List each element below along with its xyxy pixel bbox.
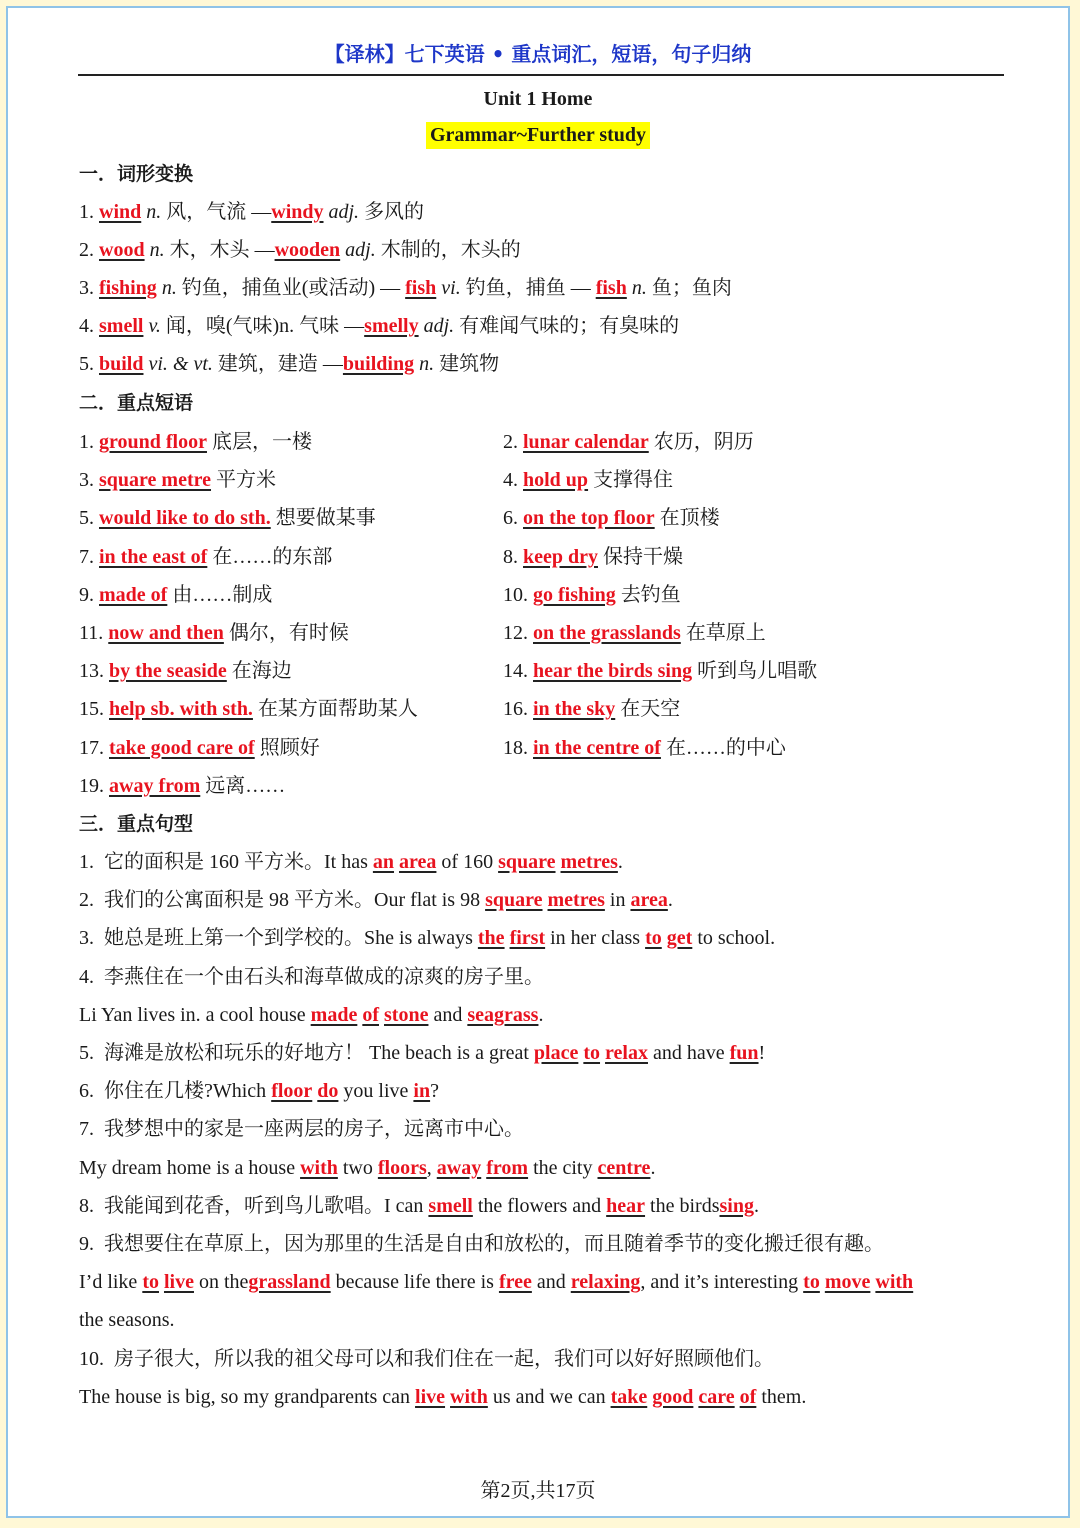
phrase-meaning: 在……的中心 bbox=[665, 737, 786, 759]
phrase-answer: hold up bbox=[523, 469, 589, 491]
word-item: 4. smell v. 闻，嗅(气味)n. 气味 —smelly adj. 有难闻气味的；有臭味的 bbox=[79, 315, 680, 337]
phrase-item: 6. on the top floor 在顶楼 bbox=[503, 507, 720, 529]
sentence-answer: to bbox=[583, 1042, 601, 1064]
sentence-answer: floors bbox=[377, 1157, 427, 1179]
phrase-answer: take good care of bbox=[109, 737, 255, 759]
sentence-answer: relaxing bbox=[570, 1271, 641, 1293]
word-answer: build bbox=[99, 353, 144, 375]
phrase-meaning: 想要做某事 bbox=[275, 507, 376, 529]
word-answer: building bbox=[342, 353, 415, 375]
phrase-item: 12. on the grasslands 在草原上 bbox=[503, 622, 766, 644]
sentence-answer: fun bbox=[729, 1042, 759, 1064]
phrase-item: 4. hold up 支撑得住 bbox=[503, 469, 674, 491]
sentence-line bbox=[79, 924, 775, 952]
sentence-answer: stone bbox=[384, 1004, 429, 1026]
sentence-text: two bbox=[337, 1157, 378, 1179]
header-text: 七下英语 • 重点词汇，短语，句子归纳 bbox=[404, 42, 752, 66]
sentence-answer: metres bbox=[547, 889, 605, 911]
phrase-item: 1. ground floor 底层，一楼 bbox=[79, 431, 312, 453]
sentence-text: 3. 她总是班上第一个到学校的。She is always bbox=[79, 927, 478, 949]
word-answer: fish bbox=[405, 277, 437, 299]
word-item: 2. wood n. 木，木头 —wooden adj. 木制的，木头的 bbox=[79, 239, 521, 261]
word-answer: wooden bbox=[274, 239, 341, 261]
phrase-item: 14. hear the birds sing 听到鸟儿唱歌 bbox=[503, 660, 818, 682]
phrase-item: 5. would like to do sth. 想要做某事 bbox=[79, 507, 376, 529]
sentence-answer: relax bbox=[605, 1042, 648, 1064]
sentence-answer: move bbox=[824, 1271, 871, 1293]
section-word-forms: 一．词形变换 bbox=[79, 163, 194, 185]
sentence-text: the flowers and bbox=[472, 1195, 607, 1217]
page-footer: 第2页,共17页 bbox=[480, 1480, 596, 1502]
sentence-text: of 160 bbox=[436, 851, 499, 873]
phrase-item: 13. by the seaside 在海边 bbox=[79, 660, 292, 682]
section-key-sentences: 三．重点句型 bbox=[79, 813, 194, 835]
unit-title: Unit 1 Home bbox=[483, 88, 593, 110]
sentence-line bbox=[79, 1345, 774, 1373]
sentence-text: 7. 我梦想中的家是一座两层的房子，远离市中心。 bbox=[79, 1118, 524, 1140]
sentence-text: 4. 李燕住在一个由石头和海草做成的凉爽的房子里。 bbox=[79, 966, 544, 988]
sentence-answer: the bbox=[477, 927, 505, 949]
sentence-answer: made bbox=[310, 1004, 358, 1026]
sentence-text: . bbox=[538, 1004, 544, 1026]
sentence-answer: from bbox=[486, 1157, 529, 1179]
lesson-subtitle: Grammar~Further study bbox=[426, 122, 650, 149]
phrase-answer: keep dry bbox=[523, 546, 598, 568]
phrase-item: 11. now and then 偶尔，有时候 bbox=[79, 622, 349, 644]
sentence-text: ! bbox=[758, 1042, 766, 1064]
sentence-answer: of bbox=[362, 1004, 379, 1026]
sentence-text: in bbox=[604, 889, 631, 911]
word-answer: fishing bbox=[99, 277, 157, 299]
sentence-answer: to bbox=[645, 927, 662, 949]
phrase-answer: square metre bbox=[99, 469, 212, 491]
sentence-answer: seagrass bbox=[467, 1004, 539, 1026]
sentence-text: , and it’s interesting bbox=[640, 1271, 804, 1293]
phrase-answer: on the top floor bbox=[523, 507, 655, 529]
sentence-line bbox=[79, 1077, 439, 1105]
sentence-answer: of bbox=[739, 1386, 757, 1408]
phrase-meaning: 去钓鱼 bbox=[620, 584, 681, 606]
sentence-answer: take bbox=[610, 1386, 648, 1408]
phrase-answer: hear the birds sing bbox=[533, 660, 693, 682]
sentence-text: . bbox=[650, 1157, 656, 1179]
sentence-line bbox=[79, 1383, 806, 1411]
phrase-item: 17. take good care of 照顾好 bbox=[79, 737, 320, 759]
word-answer: smelly bbox=[364, 315, 419, 337]
phrase-item: 9. made of 由……制成 bbox=[79, 584, 273, 606]
sentence-answer: to bbox=[142, 1271, 159, 1293]
sentence-text: 5. 海滩是放松和玩乐的好地方！ The beach is a great bbox=[79, 1042, 534, 1064]
section-key-phrases: 二．重点短语 bbox=[79, 392, 194, 414]
phrase-meaning: 由……制成 bbox=[172, 584, 273, 606]
document-header bbox=[8, 38, 1068, 67]
sentence-text: 2. 我们的公寓面积是 98 平方米。Our flat is 98 bbox=[79, 889, 486, 911]
sentence-text: The house is big, so my grandparents can bbox=[79, 1386, 416, 1408]
sentence-line bbox=[79, 1115, 524, 1143]
phrase-meaning: 照顾好 bbox=[259, 737, 320, 759]
sentence-answer: centre bbox=[597, 1157, 651, 1179]
word-answer: wind bbox=[99, 201, 142, 223]
phrase-meaning: 在顶楼 bbox=[659, 507, 720, 529]
sentence-answer: floor bbox=[271, 1080, 313, 1102]
phrase-answer: now and then bbox=[108, 622, 224, 644]
sentence-text: you live bbox=[338, 1080, 414, 1102]
word-answer: smell bbox=[99, 315, 144, 337]
sentence-text: the birds bbox=[645, 1195, 720, 1217]
sentence-text: and bbox=[531, 1271, 571, 1293]
sentence-text: 9. 我想要住在草原上，因为那里的生活是自由和放松的，而且随着季节的变化搬迁很有趣。 bbox=[79, 1233, 884, 1255]
sentence-text: 8. 我能闻到花香，听到鸟儿歌唱。I can bbox=[79, 1195, 429, 1217]
sentence-answer: sing bbox=[719, 1195, 754, 1217]
phrase-item: 10. go fishing 去钓鱼 bbox=[503, 584, 681, 606]
phrase-answer: ground floor bbox=[99, 431, 207, 453]
sentence-answer: area bbox=[630, 889, 668, 911]
sentence-text: My dream home is a house bbox=[79, 1157, 301, 1179]
phrase-answer: in the east of bbox=[99, 546, 208, 568]
sentence-line bbox=[79, 886, 673, 914]
document-page bbox=[6, 6, 1070, 1518]
phrase-meaning: 保持干燥 bbox=[603, 546, 683, 568]
phrase-answer: on the grasslands bbox=[533, 622, 681, 644]
sentence-text: and bbox=[428, 1004, 468, 1026]
sentence-text: the seasons. bbox=[79, 1309, 175, 1331]
sentence-answer: good bbox=[652, 1386, 694, 1408]
word-item: 3. fishing n. 钓鱼，捕鱼业(或活动) — fish vi. 钓鱼，捕鱼 — fish n. 鱼；鱼肉 bbox=[79, 277, 732, 299]
phrase-meaning: 平方米 bbox=[216, 469, 277, 491]
sentence-answer: metres bbox=[560, 851, 618, 873]
subtitle-wrap bbox=[8, 122, 1068, 149]
sentence-answer: with bbox=[450, 1386, 488, 1408]
phrase-item: 15. help sb. with sth. 在某方面帮助某人 bbox=[79, 698, 418, 720]
sentence-answer: live bbox=[415, 1386, 446, 1408]
phrase-meaning: 远离…… bbox=[205, 775, 286, 797]
sentence-answer: away bbox=[436, 1157, 482, 1179]
sentence-answer: an bbox=[372, 851, 395, 873]
sentence-text: them. bbox=[756, 1386, 807, 1408]
sentence-text: because life there is bbox=[330, 1271, 499, 1293]
sentence-answer: care bbox=[698, 1386, 735, 1408]
phrase-answer: in the centre of bbox=[533, 737, 661, 759]
sentence-text: on the bbox=[193, 1271, 249, 1293]
sentence-answer: area bbox=[399, 851, 437, 873]
sentence-text: I’d like bbox=[79, 1271, 143, 1293]
phrase-item: 7. in the east of 在……的东部 bbox=[79, 546, 333, 568]
phrase-answer: away from bbox=[109, 775, 201, 797]
phrase-item: 19. away from 远离…… bbox=[79, 775, 286, 797]
sentence-answer: free bbox=[498, 1271, 532, 1293]
phrase-item: 2. lunar calendar 农历，阴历 bbox=[503, 431, 754, 453]
phrase-meaning: 在海边 bbox=[231, 660, 292, 682]
word-answer: windy bbox=[271, 201, 324, 223]
header-divider bbox=[78, 74, 1004, 76]
sentence-answer: with bbox=[875, 1271, 914, 1293]
sentence-text: the city bbox=[528, 1157, 598, 1179]
sentence-answer: first bbox=[509, 927, 546, 949]
sentence-text: and have bbox=[647, 1042, 730, 1064]
sentence-text: in her class bbox=[545, 927, 646, 949]
phrase-answer: go fishing bbox=[533, 584, 616, 606]
sentence-answer: to bbox=[803, 1271, 820, 1293]
phrase-meaning: 支撑得住 bbox=[593, 469, 674, 491]
sentence-answer: get bbox=[666, 927, 693, 949]
sentence-answer: live bbox=[163, 1271, 194, 1293]
phrase-answer: help sb. with sth. bbox=[109, 698, 253, 720]
sentence-answer: with bbox=[300, 1157, 338, 1179]
word-item: 5. build vi. & vt. 建筑，建造 —building n. 建筑物 bbox=[79, 353, 500, 375]
sentence-line bbox=[79, 1268, 913, 1296]
phrase-answer: lunar calendar bbox=[523, 431, 649, 453]
phrase-meaning: 听到鸟儿唱歌 bbox=[697, 660, 818, 682]
word-item: 1. wind n. 风，气流 —windy adj. 多风的 bbox=[79, 201, 425, 223]
word-answer: wood bbox=[99, 239, 145, 261]
sentence-answer: smell bbox=[428, 1195, 473, 1217]
sentence-text: 1. 它的面积是 160 平方米。It has bbox=[79, 851, 373, 873]
sentence-line bbox=[79, 1230, 884, 1258]
sentence-text: us and we can bbox=[487, 1386, 611, 1408]
phrase-meaning: 在某方面帮助某人 bbox=[257, 698, 418, 720]
phrase-item: 3. square metre 平方米 bbox=[79, 469, 277, 491]
header-bracket: 【译林】 bbox=[324, 42, 405, 66]
sentence-text: 10. 房子很大，所以我的祖父母可以和我们住在一起，我们可以好好照顾他们。 bbox=[79, 1348, 774, 1370]
phrase-meaning: 在天空 bbox=[620, 698, 681, 720]
phrase-answer: in the sky bbox=[533, 698, 616, 720]
phrase-answer: by the seaside bbox=[109, 660, 227, 682]
sentence-line bbox=[79, 848, 623, 876]
phrase-answer: would like to do sth. bbox=[99, 507, 271, 529]
phrase-item: 18. in the centre of 在……的中心 bbox=[503, 737, 786, 759]
sentence-line bbox=[79, 1039, 765, 1067]
phrase-meaning: 农历，阴历 bbox=[653, 431, 754, 453]
sentence-answer: square bbox=[485, 889, 543, 911]
sentence-text: . bbox=[667, 889, 673, 911]
sentence-answer: in bbox=[413, 1080, 431, 1102]
sentence-line bbox=[79, 1001, 543, 1029]
sentence-answer: square bbox=[498, 851, 556, 873]
sentence-line bbox=[79, 1192, 759, 1220]
sentence-text: Li Yan lives in. a cool house bbox=[79, 1004, 311, 1026]
phrase-meaning: 在……的东部 bbox=[212, 546, 333, 568]
sentence-text: to school. bbox=[692, 927, 776, 949]
sentence-answer: grassland bbox=[248, 1271, 331, 1293]
sentence-line bbox=[79, 963, 544, 991]
sentence-text: ? bbox=[430, 1080, 439, 1102]
phrase-meaning: 底层，一楼 bbox=[211, 431, 312, 453]
phrase-answer: made of bbox=[99, 584, 168, 606]
sentence-line bbox=[79, 1306, 175, 1334]
sentence-answer: do bbox=[317, 1080, 339, 1102]
sentence-text: . bbox=[617, 851, 623, 873]
sentence-text: , bbox=[426, 1157, 437, 1179]
sentence-text: . bbox=[753, 1195, 759, 1217]
sentence-answer: place bbox=[533, 1042, 579, 1064]
phrase-item: 16. in the sky 在天空 bbox=[503, 698, 681, 720]
phrase-item: 8. keep dry 保持干燥 bbox=[503, 546, 683, 568]
sentence-text: 6. 你住在几楼?Which bbox=[79, 1080, 272, 1102]
sentence-answer: hear bbox=[606, 1195, 646, 1217]
word-answer: fish bbox=[595, 277, 627, 299]
phrase-meaning: 在草原上 bbox=[685, 622, 766, 644]
phrase-meaning: 偶尔，有时候 bbox=[228, 622, 349, 644]
sentence-line bbox=[79, 1154, 655, 1182]
